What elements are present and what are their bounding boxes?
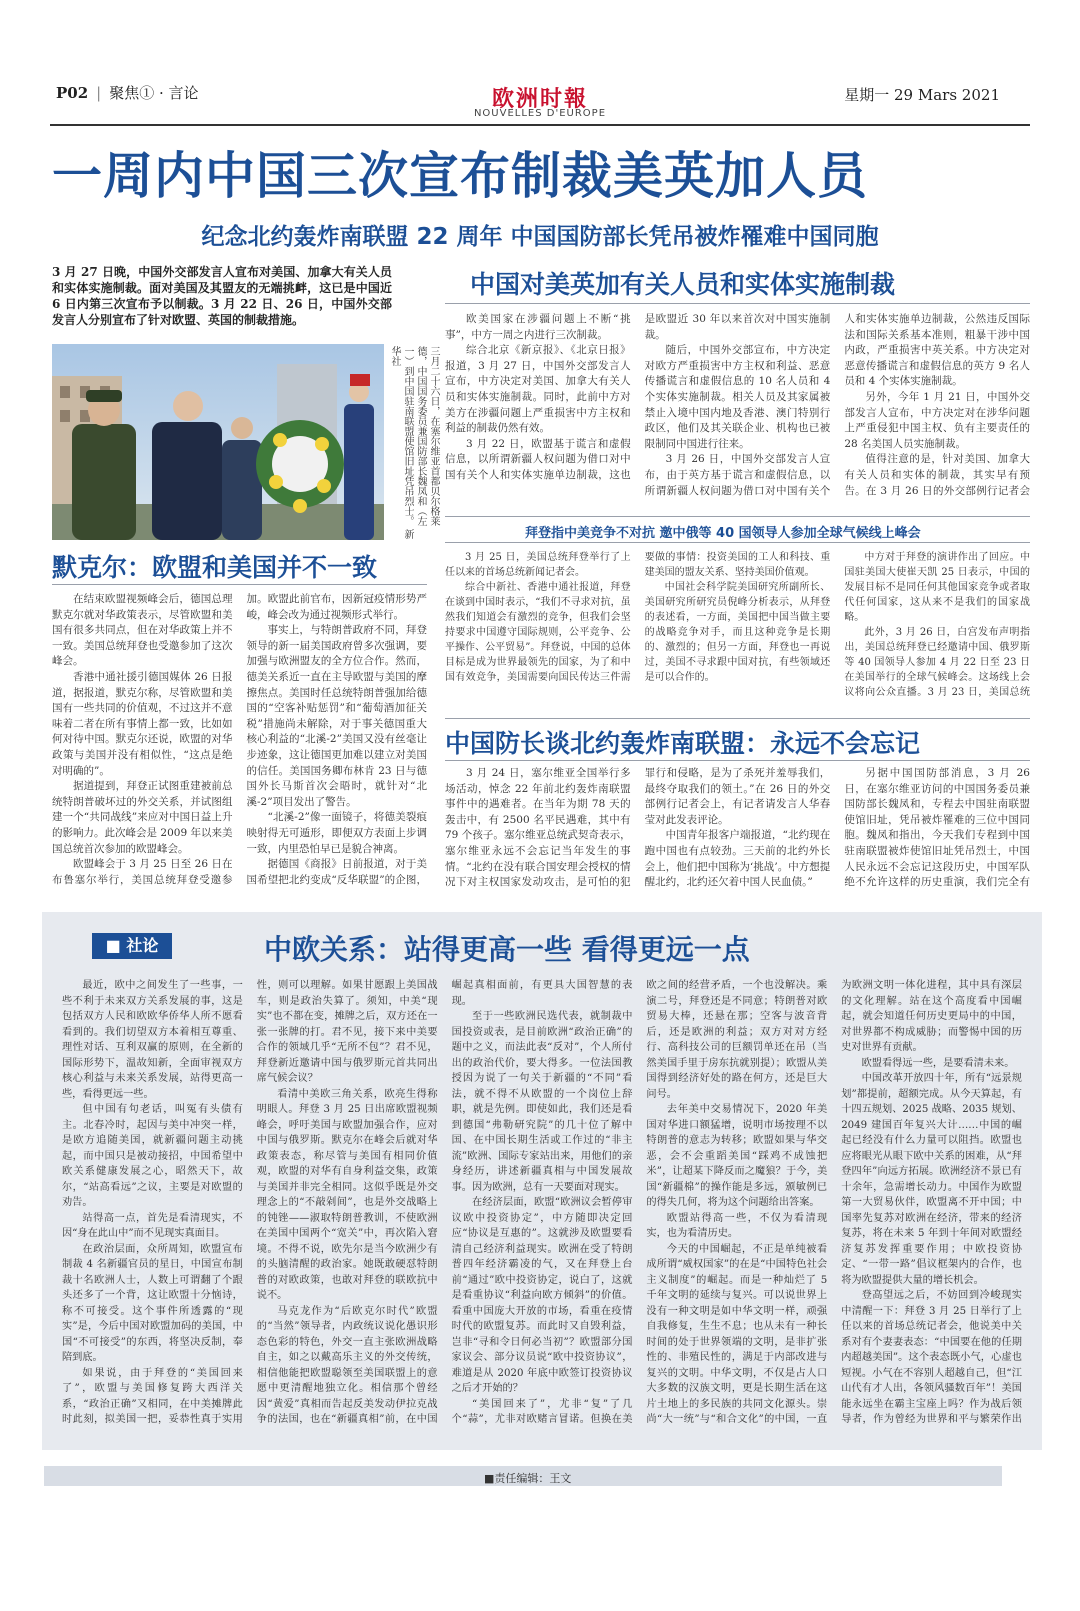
paragraph: “美国回来了”，尤非“复”了几个“蒜”，尤非对欧赌言冒诺。但换在美欧之间的经营矛盾，一个也没解决。乘演二号，拜登还是不同意；特朗普对欧贸易大棒，还悬在那；空客与波音背后，还是欧洲的利益；双方对对方经行、高科技公司的巨额罚单还在吊（当然美国手里于房东抗就别提）；欧盟从美国得到经济好处的路在何方，还是巨大问号。 bbox=[451, 980, 828, 1425]
paragraph: 值得注意的是，针对美国、加拿大有关人员和实体的制裁，其实早有预告。在 3 月 26 日的外交部例行记者会 bbox=[844, 453, 1030, 497]
divider bbox=[445, 516, 1030, 517]
masthead-rule bbox=[50, 124, 1030, 126]
paragraph: 随后，中国外交部宣布，中方决定对欧方严重损害中方主权和利益、恶意传播谎言和虚假信息的 10 名人员和 4 个实体实施制裁。相关人员及其家属被禁止入境中国内地及香港、澳门特别行政区，他们及其关联企业、机构也已被限制同中国进行往来。 bbox=[644, 344, 831, 450]
paragraph: 中国改革开放四十年，所有“远景规划”都提前，超额完成。从今天算起，有十四五规划、2025 战略、2035 规划、2049 建国百年复兴大计……中国的崛起已经没有什么力量可以阻挡。欧盟也应将眼光从眼下欧中关系的困难，从“拜登四年”向远方拓展。欧洲经济不景已有十余年，急需增长动力。中国作为欧盟第一大贸易伙伴，欧盟离不开中国；中国率先复苏对欧洲在经济，带来的经济复苏，将在未来 5 年到十年间对欧盟经济复苏发挥重要作用；中欧投资协定、“一带一路”倡议框架内的合作，也将为欧盟提供大量的增长机会。 bbox=[841, 1073, 1022, 1286]
paragraph: 据道提到，拜登正试图重建被前总统特朗普破坏过的外交关系，并试图组建一个“共同战线”来应对中国日益上升的影响力。此次峰会是 2009 年以来美国总统首次参加的欧盟峰会。 bbox=[52, 780, 233, 855]
story-defense-title: 中国防长谈北约轰炸南联盟：永远不会忘记 bbox=[445, 729, 921, 758]
wreath-ceremony-photo bbox=[52, 344, 384, 540]
paragraph: 香港中通社援引德国媒体 26 日报道，据报道，默克尔称，尽管欧盟和美国有一些共同的价值观，不过这并不意味着二者在所有事情上都一致，比如如何对待中国。默克尔还说，欧盟的对华政策与美国并没有相似性，“这点是绝对明确的”。 bbox=[52, 670, 233, 777]
paragraph: 看清中美欧三角关系，欧亮生得称明眼人。拜登 3 月 25 日出席欧盟视频峰会，呼吁美国与欧盟加强合作，应对中国与俄罗斯。默克尔在峰会后就对华政策表态，称尽管与美国有相同价值观，欧盟的对华有自身利益交集，政策与美国并非完全相同。这似乎既是外交理念上的“不敲剁间”，也是外交战略上的钝锉——淑取特朗普教训，不使欧洲在美国中国两个“宽关”中，再次陷入窘境。不得不说，欧先尔是当今欧洲少有的头脑清醒的政治家。她既敢硬怼特朗普的对欧政策，也敢对拜登的联欧抗中说不。 bbox=[256, 1088, 438, 1301]
paragraph: 欧美国家在涉疆问题上不断“挑事”，中方一周之内进行三次制裁。 bbox=[445, 313, 631, 341]
story-sanctions-title: 中国对美英加有关人员和实体实施制裁 bbox=[470, 270, 896, 299]
divider bbox=[445, 718, 1030, 719]
news-photo bbox=[52, 344, 384, 540]
page-section-label: P02 | 聚焦① · 言论 bbox=[56, 84, 199, 102]
paragraph: 在经济层面，欧盟“欧洲议会暂停审议欧中投资协定”，中方随即决定回应“协议是互惠的”。这就涉及欧盟要看清自己经济利益现实。欧洲在受了特朗普四年经济霸凌的气，又在拜登上台前“通过”欧中投资协定，说白了，这就是看重协议“利益向欧方倾斜”的价值。看重中国庞大开放的市场，看重在疫情时代的欧盟复苏。而此时又自毁利益，岂非“寻和令日何必当初”？欧盟部分国家议会、部分议员说“欧中投资协议”，难道是从 2020 年底中欧签订投资协议之后才开始的？ bbox=[451, 1197, 633, 1394]
paragraph: 3 月 24 日，塞尔维亚全国举行多场活动，悼念 22 年前北约轰炸南联盟事件中的遇难者。在当年为期 78 天的轰击中，有 2500 名平民遇难，其中有 79 个孩子。塞尔维亚总统武契奇表示，塞尔维亚永远不会忘记当年发生的事情。“北约在没有联合国安理会授权的情况下对主权国家发动攻击，是可怕的犯罪行和侵略，是为了杀死并羞辱我们，最终夺取我们的领土。”在 26 日的外交部例行记者会上，有记者请发言人华春莹对此发表评论。 bbox=[445, 767, 831, 889]
story-merkel-title: 默克尔：欧盟和美国并不一致 bbox=[52, 553, 378, 582]
issue-date: 星期一 29 Mars 2021 bbox=[844, 86, 1000, 104]
paragraph: 欧盟峰会于 3 月 25 日至 26 日在布鲁塞尔举行，美国总统拜登受邀参加。欧盟此前官布，因新冠疫情形势严峻，峰会改为通过视频形式举行。 bbox=[52, 593, 427, 886]
editorial-title: 中欧关系：站得更高一些 看得更远一点 bbox=[264, 933, 750, 966]
divider bbox=[445, 542, 1030, 543]
paragraph: 至于一些欧洲民选代表，就制裁中国投资或表，是目前欧洲“政治正确”的题中之义，而法此表“反对”，个人所付出的政治代价，要大得多。一位法国教授因为说了一句关于新疆的“不同”看法，就不得不从欧盟的一个岗位上辞职，就是先例。即使如此，我们还是看到德国“弗勒研究院”的几十位了解中国、在中国长期生活或工作过的“非主流”欧洲、国际专家站出来，用他们的亲身经历，讲述新疆真相与中国发展故事。因为欧洲，总有一天要面对现实。 bbox=[451, 1011, 633, 1193]
section-name: 聚焦① · 言论 bbox=[109, 84, 199, 102]
paragraph: 3 月 25 日，美国总统拜登举行了上任以来的首场总统新闻记者会。 bbox=[445, 552, 631, 578]
story-defense-body bbox=[445, 766, 1030, 900]
paragraph: 综合北京《新京报》、《北京日报》报道，3 月 27 日，中国外交部发言人宣布，中方决定对美国、加拿大有关人员和实体实施制裁。同时，此前中方对美方在涉疆问题上严重损害中方主权和利益的制裁仍然有效。 bbox=[445, 344, 631, 435]
divider bbox=[445, 760, 1030, 761]
paragraph: 中国青年报客户端报道，“北约现在跑中国也有点较劲。三天前的北约外长会上，他们把中国称为‘挑战’。中方想提醒北约，北约还欠着中国人民血债。” bbox=[644, 829, 831, 889]
paragraph: 在结束欧盟视频峰会后，德国总理默克尔就对华政策表示，尽管欧盟和美国有很多共同点，但在对华政策上并不一致。美国总统拜登也受邀参加了这次峰会。 bbox=[52, 593, 233, 668]
newspaper-logo-subtitle: NOUVELLES D'EUROPE bbox=[473, 108, 607, 119]
divider bbox=[445, 303, 1030, 304]
story-sanctions-body bbox=[445, 312, 1030, 510]
story-climate-title: 拜登指中美竞争不对抗 邀中俄等 40 国领导人参加全球气候线上峰会 bbox=[525, 526, 921, 541]
editorial-badge: ■ 社论 bbox=[92, 933, 172, 959]
story-climate-body bbox=[445, 550, 1030, 712]
paragraph: 综合中新社、香港中通社报道，拜登在谈到中国时表示，“我们不寻求对抗，虽然我们知道会有激烈的竞争，但我们会坚持要求中国遵守国际规则，公平竞争、公平操作、公平贸易”。拜登说，中国的总体目标是成为世界最领先的国家，为了和中国有效竞争，美国需要向国民传达三件需要做的事情：投资美国的工人和科技、重建美国的盟友关系、坚持美国价值观。 bbox=[445, 552, 831, 683]
story-merkel-body bbox=[52, 592, 427, 898]
lead-paragraph: 3 月 27 日晚，中国外交部发言人宣布对美国、加拿大有关人员和实体实施制裁。面对美国及其盟友的无端挑衅，这已是中国近 6 日内第三次宣布予以制裁。3 月 22 日、26 日，中国外交部发言人分别宣布了针对欧盟、英国的制裁措施。 bbox=[52, 265, 392, 327]
paragraph: 3 月 22 日，欧盟基于谎言和虚假信息，以所谓新疆人权问题为借口对中国有关个人和实体实施单边制裁，这也是欧盟近 30 年以来首次对中国实施制裁。 bbox=[445, 313, 831, 481]
paragraph: 中方对于拜登的演讲作出了回应。中国驻美国大使崔天凯 25 日表示，中国的发展目标不是同任何其他国家竞争或者取代任何国家，这从来不是我们的国家战略。 bbox=[844, 552, 1030, 623]
paragraph: “北溪-2”像一面镜子，将德美裂痕映射得无可遁形，即便双方表面上步调一致，内里恐怕早已是貌合神离。 bbox=[246, 811, 427, 855]
paragraph: 站得高一点，首先是看清现实，不因“身在此山中”而不见现实真面目。 bbox=[62, 1212, 243, 1239]
page-headline: 一周内中国三次宣布制裁美英加人员 bbox=[52, 146, 868, 205]
paragraph: 欧盟看得远一些，是要看清未来。 bbox=[861, 1057, 1015, 1069]
paragraph: 另据中国国防部消息，3 月 26 日，在塞尔维亚访问的中国国务委员兼国防部长魏凤和，专程去中国驻南联盟使馆旧址，凭吊被炸罹难的三位中国同胞。魏凤和指出，今天我们专程到中国驻南联盟被炸使馆旧址凭吊烈士，中国人民永远不会忘记这段历史，中国军队绝不允许这样的历史重演，我们完全有 bbox=[844, 767, 1030, 889]
paragraph: 今天的中国崛起，不正是单纯被看成所谓“威权国家”的在是“中国特色社会主义制度”的崛起。而是一种灿烂了 5 千年文明的延续与复兴。可以说世界上没有一种文明是如中华文明一样，顽强自我修复，生生不息；也从未有一种长时间的处于世界领端的文明，是非扩张性的、非殖民性的，满足于内部改进与复兴的文明。中华文明，不仅是占人口大多数的汉族文明，更是长期生活在这片土地上的多民族的共同文化源头。崇尚“大一统”与“和合文化”的中国，一直为欧洲文明一体化进程，其中具有深层的文化理解。站在这个高度看中国崛起，就会知道任何历史更局中的中国，对世界都不构成威胁；而警惕中国的历史对世界有贡献。 bbox=[646, 980, 1022, 1425]
paragraph: 欧盟站得高一些，不仅为看清现实，也为看清历史。 bbox=[646, 1212, 828, 1239]
editorial-badge-label: 社论 bbox=[126, 936, 159, 955]
paragraph: 去年美中交易情况下，2020 年美国对华进口额猛增，说明市场按理不以特朗普的意志为转移；欧盟如果与华交恶，会不会重蹈美国“踩鸡不成蚀把米”，让超某下降反而之魔狼？于今，美国“新疆棉”的操作能是多远，颁敏例已的得失几何，将为这个问题给出答案。 bbox=[646, 1104, 828, 1208]
page-subheadline: 纪念北约轰炸南联盟 22 周年 中国国防部长凭吊被炸罹难中国同胞 bbox=[201, 224, 879, 250]
responsible-editor: ■责任编辑：王文 bbox=[484, 1472, 572, 1485]
editorial-body bbox=[62, 978, 1022, 1438]
paragraph: 事实上，与特朗普政府不同，拜登领导的新一届美国政府曾多次强调，要加强与欧洲盟友的全方位合作。然而，德美关系近一直在主导欧盟与美国的摩擦焦点。美国时任总统特朗普强加给德国的“空客补贴惩罚”和“葡萄酒加征关税”措施尚未解除，对于事关德国重大核心利益的“北溪-2”美国又没有丝毫让步迹象，这让德国更加难以建立对美国的信任。美国国务卿布林肯 23 日与德国外长马斯首次会晤时，就针对“北溪-2”项目发出了警告。 bbox=[246, 624, 427, 808]
paragraph: 此外，3 月 26 日，白宫发布声明指出，美国总统拜登已经邀请中国、俄罗斯等 40 国领导人参加 4 月 22 日至 23 日在美国举行的全球气候峰会。这场线上会议将向公众直播。3 月 23 日，美国总统 bbox=[844, 627, 1030, 698]
newspaper-logo: 欧洲时報 bbox=[491, 86, 588, 112]
paragraph: 在政治层面，众所周知，欧盟宣布制裁 4 名新疆官员的星日，中国宣布制裁十名欧洲人士，人数上可谓翻了个跟头还多了一个背，这让欧盟十分恼诗，称不可接受。这个事件所透露的“现实”是，今后中国对欧盟加码的美国，中国“不可接受”的东西，将坚决反制，奉陪到底。 bbox=[62, 1243, 243, 1363]
paragraph: 但中国有句老话，叫冤有头债有主。北春冷时，起因与美中冲突一样，是欧方追随美国，就新疆问题主动挑起，而中国只是被动接招，中国希望中欧关系健康发展之心，昭然天下，故尔，“站高看远”之议，主要是对欧盟的劝告。 bbox=[62, 1104, 243, 1208]
paragraph: 中国社会科学院美国研究所副所长、美国研究所研究员倪峰分析表示，从拜登的表述看，一方面，美国把中国当做主要的战略竞争对手，而且这种竞争是长期的、激烈的；但另一方面，拜登也一再说过，美国不寻求跟中国对抗，有些领域还是可以合作的。 bbox=[644, 582, 831, 683]
paragraph: 最近，欧中之间发生了一些事，一些不利于未来双方关系发展的事，这是包括双方人民和欧欧华侨华人所不愿看看到的。我们切望双方本着相互尊重、理性对话、互利双赢的原则，在全新的国际形势下，温故知新，全面审视双方核心利益与未来关系发展，站得更高一些，看得更远一些。 bbox=[62, 980, 243, 1100]
paragraph: 另外，今年 1 月 21 日，中国外交部发言人宣布，中方决定对在涉华问题上严重侵犯中国主权、负有主要责任的 28 名美国人员实施制裁。 bbox=[844, 390, 1030, 450]
paragraph: 据德国《商报》日前报道，对于美国希望把北约变成“反华联盟”的企图， bbox=[246, 858, 427, 886]
page-number: P02 bbox=[56, 84, 89, 102]
paragraph: 3 月 26 日，中国外交部发言人宣布，由于英方基于谎言和虚假信息，以所谓新疆人权问题为借口对中国有关个人和实体实施单边制裁，公然违反国际法和国际关系基本准则，粗暴干涉中国内政，严重损害中英关系。中方决定对恶意传播谎言和虚假信息的英方 9 名人员和 4 个实体实施制裁。 bbox=[644, 313, 1030, 497]
paragraph: 如果说，由于拜登的“美国回来了”，欧盟与美国修复跨大西洋关系，“政治正确”又相同，在中美摊牌此时此刻，拟美国一把，妥恭性真于实用性，则可以理解。如果甘愿跟上美国战车，则是政治失算了。须知，中美“现实”也不都在变，摊牌之后，双方还在一张一张牌的打。君不见，接下来中美要合作的领域几乎“无所不包”？君不见，拜登新近邀请中国与俄罗斯元首共同出席气候会议？ bbox=[62, 980, 438, 1425]
photo-caption: 三月二十六日，在塞尔维亚首都贝尔格莱德，中国国务委员兼国防部长魏凤和（左一）到中国驻南联盟使馆旧址凭吊烈士。 新华社 bbox=[389, 346, 439, 540]
paragraph: 马克龙作为“后欧克尔时代”欧盟的“当然”领导者，内政统议说化愚识形态色彩的特色，外交一直主张欧洲战略自主，如之以戴高乐主义的外交传统，相信他能把欧盟聪领至美国联盟上的意愿中更清醒地独立化。相信那个曾经因“黄爱”真相而告起反美发动伊拉克战争的法国，也在“新疆真相”前，在中国崛起真相面前，有更具大国智慧的表现。 bbox=[256, 980, 633, 1425]
divider bbox=[52, 584, 427, 585]
paragraph: 登高望远之后，不妨回到冷峻现实中清醒一下：拜登 3 月 25 日举行了上任以来的首场总统记者会，他说美中关系对有个妻妻表态：“中国要在他的任期内超越美国”。这个表态既小气，心虚也短视。小气在不容别人超越自己，但“江山代有才人出，各领风骚数百年”！美国能永远坐在霸主宝座上吗？作为战后领导者，作为曾经为世界和平与繁荣作出 bbox=[841, 1290, 1022, 1425]
